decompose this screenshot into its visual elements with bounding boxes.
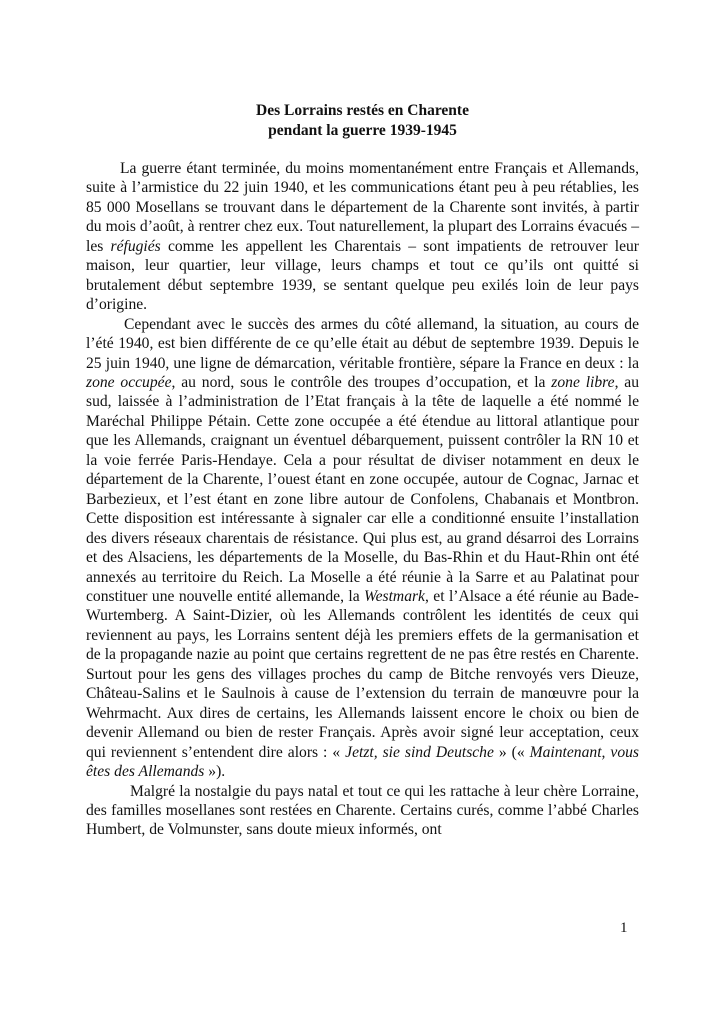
- paragraph-2-italic-westmark: Westmark: [364, 587, 425, 605]
- title-line-1: Des Lorrains restés en Charente: [256, 102, 469, 119]
- paragraph-2-text-6: »).: [204, 763, 226, 781]
- paragraph-2-text-4: , et l’Alsace a été réunie au Bade-Wurtemberg. A Saint-Dizier, où les Allemands contrôlent les identités de ceux qui reviennent au pays, les Lorrains sentent déjà les premiers effets de la germanisation et de la propagande nazie au point que certains regrettent de ne pas être restés en Charente. Surtout pour les gens des villages proches du camp de Bitche renvoyés vers Dieuze, Château-Salins et le Saulnois à cause de l’extension du terrain de manœuvre pour la Wehrmacht. Aux dires de certains, les Allemands laissent encore le choix ou bien de devenir Allemand ou bien de rester Français. Après avoir signé leur acceptation, ceux qui reviennent s’entendent dire alors : «: [86, 587, 639, 761]
- paragraph-1-italic-refugies: réfugiés: [110, 237, 161, 255]
- page-number: 1: [620, 920, 628, 936]
- document-page: [86, 101, 639, 840]
- paragraph-2-italic-zone-libre: zone libre: [551, 373, 615, 391]
- paragraph-2-italic-french-quote: Maintenant, vous êtes des Allemands: [86, 743, 639, 781]
- paragraph-2-text-5: » («: [493, 743, 530, 761]
- paragraph-3-text-1: Malgré la nostalgie du pays natal et tout ce qui les rattache à leur chère Lorraine, des familles mosellanes sont restées en Charente. Certains curés, comme l’abbé Charles Humbert, de Volmunster, sans doute mieux informés, ont: [86, 782, 639, 839]
- document-title: [86, 101, 639, 141]
- paragraph-1-text-2: comme les appellent les Charentais – sont impatients de retrouver leur maison, leur quartier, leur village, leurs champs et tout ce qu’ils ont quitté si brutalement début septembre 1939, se sentant quelque peu exilés loin de leur pays d’origine.: [86, 237, 639, 314]
- paragraph-1-text-1: La guerre étant terminée, du moins momentanément entre Français et Allemands, suite à l’armistice du 22 juin 1940, et les communications étant peu à peu rétablies, les 85 000 Mosellans se trouvant dans le département de la Charente sont invités, à partir du mois d’août, à rentrer chez eux. Tout naturellement, la plupart des Lorrains évacués – les: [86, 160, 639, 255]
- paragraph-2: [86, 315, 639, 782]
- paragraph-3: [86, 782, 639, 840]
- title-line-2: pendant la guerre 1939-1945: [268, 122, 457, 139]
- paragraph-1: [86, 159, 639, 315]
- paragraph-2-italic-zone-occupee: zone occupée: [86, 373, 172, 391]
- paragraph-2-italic-german-quote: Jetzt, sie sind Deutsche: [345, 743, 494, 761]
- paragraph-2-text-1: Cependant avec le succès des armes du côté allemand, la situation, au cours de l’été 1940, est bien différente de ce qu’elle était au début de septembre 1939. Depuis le 25 juin 1940, une ligne de démarcation, véritable frontière, sépare la France en deux : la: [86, 315, 639, 372]
- paragraph-2-text-3: , au sud, laissée à l’administration de l’Etat français à la tête de laquelle a été nommé le Maréchal Philippe Pétain. Cette zone occupée a été étendue au littoral atlantique pour que les Allemands, craignant un éventuel débarquement, puissent contrôler la RN 10 et la voie ferrée Paris-Hendaye. Cela a pour résultat de diviser notamment en deux le département de la Charente, l’ouest étant en zone occupée, autour de Cognac, Jarnac et Barbezieux, et l’est étant en zone libre autour de Confolens, Chabanais et Montbron. Cette disposition est intéressante à signaler car elle a conditionné ensuite l’installation des divers réseaux charentais de résistance. Qui plus est, au grand désarroi des Lorrains et des Alsaciens, les départements de la Moselle, du Bas-Rhin et du Haut-Rhin ont été annexés au territoire du Reich. La Moselle a été réunie à la Sarre et au Palatinat pour constituer une nouvelle entité allemande, la: [86, 373, 640, 605]
- paragraph-2-text-2: , au nord, sous le contrôle des troupes d’occupation, et la: [171, 373, 552, 391]
